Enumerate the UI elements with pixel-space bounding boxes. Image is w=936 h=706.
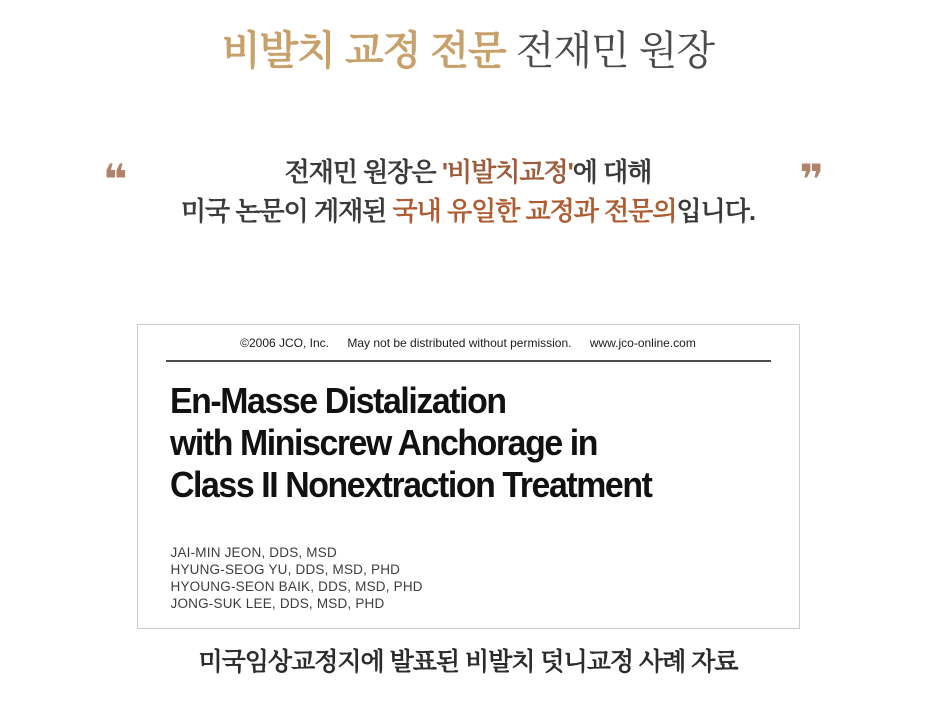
paper-copyright-line — [138, 336, 799, 350]
paper-title-line-1: En-Masse Distalization — [169, 380, 506, 421]
paper-title-line-3: Class II Nonextraction Treatment — [169, 464, 651, 505]
quote-line-1-highlight: '비발치교정' — [441, 157, 573, 187]
page-title-accent: 비발치 교정 전문 — [221, 29, 506, 73]
quote-line-2-post: 입니다. — [676, 196, 756, 226]
quote-line-1 — [0, 153, 936, 192]
paper-title — [170, 380, 761, 506]
paper-copyright: ©2006 JCO, Inc. — [240, 336, 330, 350]
quote-line-1-post: 에 대해 — [572, 157, 652, 187]
paper-author: HYUNG-SEOG YU, DDS, MSD, PHD — [170, 562, 401, 577]
close-quote-icon: ❞ — [799, 155, 824, 204]
page-title-rest: 전재민 원장 — [515, 29, 715, 73]
quote-line-2-pre: 미국 논문이 게재된 — [180, 196, 393, 226]
caption: 미국임상교정지에 발표된 비발치 덧니교정 사례 자료 — [198, 648, 738, 676]
quote-section — [0, 153, 936, 231]
paper-permission-notice: May not be distributed without permission. — [347, 336, 572, 350]
paper-authors — [171, 544, 799, 612]
paper-figure — [137, 324, 800, 629]
quote-line-2 — [0, 192, 936, 231]
paper-divider — [166, 360, 771, 362]
quote-line-1-pre: 전재민 원장은 — [284, 157, 442, 187]
page-title — [0, 0, 936, 75]
paper-title-line-2: with Miniscrew Anchorage in — [169, 422, 597, 463]
paper-author: HYOUNG-SEON BAIK, DDS, MSD, PHD — [170, 579, 423, 594]
quote-line-2-highlight: 국내 유일한 교정과 전문의 — [392, 196, 677, 226]
paper-author: JONG-SUK LEE, DDS, MSD, PHD — [170, 596, 385, 611]
paper-url: www.jco-online.com — [589, 336, 696, 350]
paper-author: JAI-MIN JEON, DDS, MSD — [170, 545, 337, 560]
open-quote-icon: ❝ — [103, 155, 128, 204]
